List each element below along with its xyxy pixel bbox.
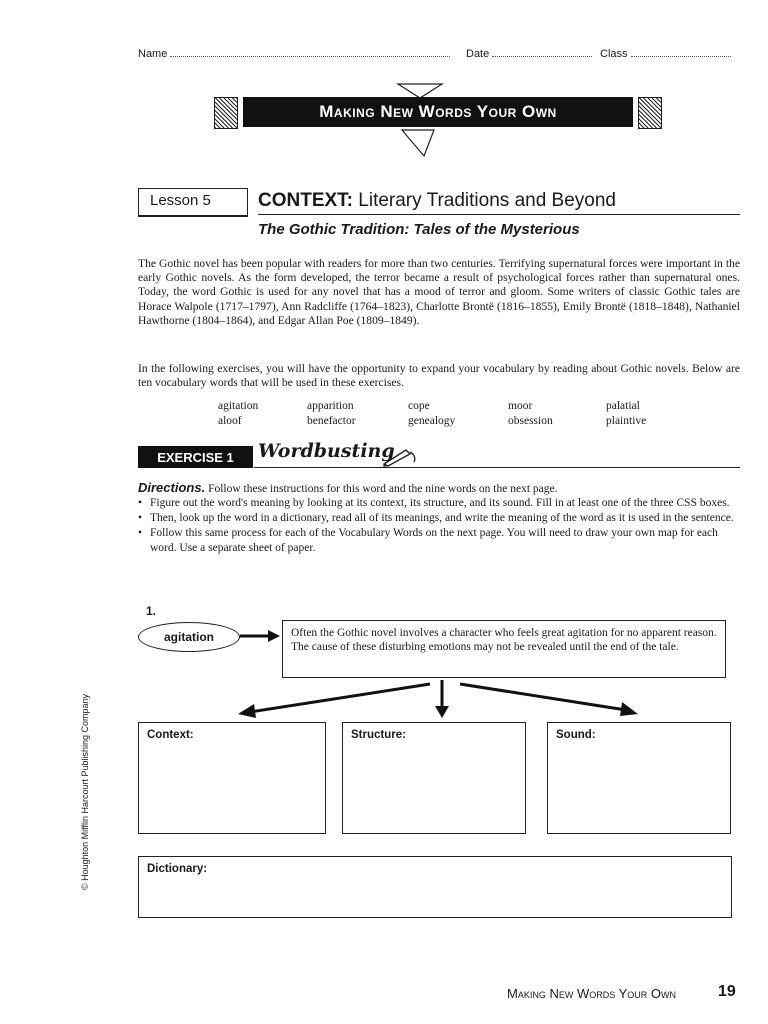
heading-rule: [258, 214, 740, 215]
directions-text: Follow these instructions for this word and the nine words on the next page.: [208, 483, 558, 495]
intro-paragraph-2: In the following exercises, you will have the opportunity to expand your vocabulary by reading about Gothic novels. Below are ten vocabulary words that will be used in these exercises.: [138, 362, 740, 390]
lesson-subtitle: The Gothic Tradition: Tales of the Mysterious: [258, 221, 580, 238]
banner-left-ornament: [214, 97, 238, 129]
word-oval: agitation: [138, 622, 240, 652]
sound-box[interactable]: [547, 722, 731, 834]
directions: [138, 480, 740, 495]
vocab-word: genealogy: [408, 415, 456, 427]
copyright-text: © Houghton Mifflin Harcourt Publishing Company: [80, 693, 90, 890]
context-title: [258, 190, 616, 212]
class-label: Class: [600, 48, 628, 60]
vocab-word: moor: [508, 400, 533, 412]
intro-paragraph-1: The Gothic novel has been popular with readers for more than two centuries. Terrifying supernatural forces were important in the early Gothic novels. As the form developed, the terror became a result of psychological forces rather than supernatural ones. Today, the word Gothic is used for any novel that has a mood of terror and gloom. Some writers of classic Gothic tales are Horace Walpole (1717–1797), Ann Radcliffe (1764–1823), Charlotte Brontë (1816–1855), Emily Brontë (1818–1848), Nathaniel Hawthorne (1804–1864), and Edgar Allan Poe (1809–1849).: [138, 257, 740, 327]
date-label: Date: [466, 48, 490, 60]
name-field[interactable]: [138, 46, 450, 60]
sentence-box: Often the Gothic novel involves a character who feels great agitation for no apparent reason. The cause of these disturbing emotions may not be revealed until the end of the tale.: [282, 620, 726, 678]
vocab-word: palatial: [606, 400, 640, 412]
dictionary-box[interactable]: [138, 856, 732, 918]
vocab-word: benefactor: [307, 415, 356, 427]
exercise-title: Wordbusting: [258, 440, 395, 462]
dictionary-label: Dictionary:: [147, 863, 208, 875]
vocab-word: apparition: [307, 400, 354, 412]
context-prefix: CONTEXT:: [258, 190, 353, 211]
context-label: Context:: [147, 729, 194, 741]
context-heading: Literary Traditions and Beyond: [358, 190, 616, 211]
structure-box[interactable]: [342, 722, 526, 834]
branch-arrows-icon: [230, 678, 650, 722]
footer-title: Making New Words Your Own: [507, 986, 676, 1001]
name-line: [170, 46, 450, 57]
vocab-word: aloof: [218, 415, 242, 427]
name-label: Name: [138, 48, 168, 60]
arrow-right-icon: [238, 628, 282, 644]
directions-heading: Directions.: [138, 480, 206, 495]
structure-label: Structure:: [351, 729, 406, 741]
date-field[interactable]: [466, 46, 592, 60]
exercise-label: EXERCISE 1: [138, 446, 253, 468]
page-number: 19: [718, 983, 736, 1000]
vocab-word: plaintive: [606, 415, 647, 427]
list-item: • Figure out the word's meaning by looking at its context, its structure, and its sound. Fill in at least one of the three CSS boxes.: [138, 496, 738, 510]
vocab-word: obsession: [508, 415, 553, 427]
banner-right-ornament: [638, 97, 662, 129]
banner-title: Making New Words Your Own: [243, 97, 633, 127]
pencil-icon: [380, 446, 420, 468]
list-item: • Then, look up the word in a dictionary, read all of its meanings, and write the meaning of the word as it is used in the sentence.: [138, 511, 738, 525]
directions-list: [138, 496, 738, 556]
exercise-rule: [254, 467, 740, 468]
sound-label: Sound:: [556, 729, 596, 741]
context-box[interactable]: [138, 722, 326, 834]
lesson-label: Lesson 5: [150, 192, 211, 209]
class-field[interactable]: [600, 46, 731, 60]
list-item: • Follow this same process for each of the Vocabulary Words on the next page. You will need to draw your own map for each word. Use a separate sheet of paper.: [138, 526, 738, 554]
vocab-word: cope: [408, 400, 430, 412]
item-number: 1.: [146, 604, 157, 618]
vocab-word: agitation: [218, 400, 259, 412]
class-line: [631, 46, 731, 57]
date-line: [492, 46, 592, 57]
